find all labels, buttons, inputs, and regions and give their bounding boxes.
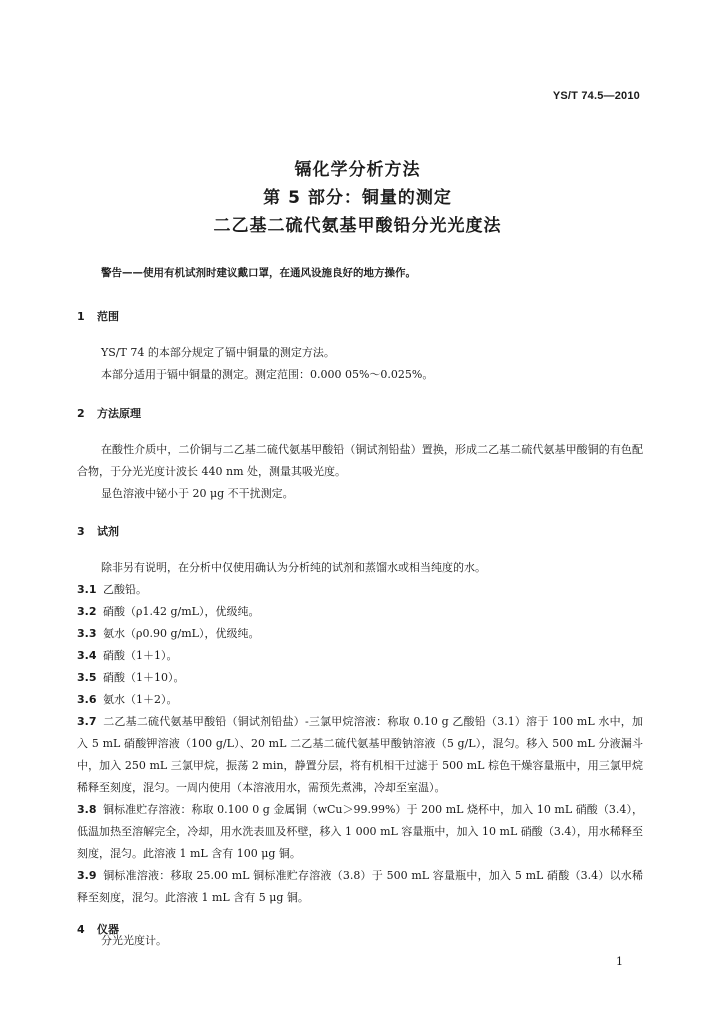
item-number: 3.5	[77, 671, 97, 684]
reagent-item	[77, 645, 643, 667]
title-line-2: 第 5 部分：铜量的测定	[263, 188, 452, 208]
reagent-item	[77, 689, 643, 711]
item-number: 3.2	[77, 605, 97, 618]
reagent-item	[77, 711, 643, 799]
section-title: 范围	[97, 310, 119, 323]
section-heading-scope	[77, 308, 119, 324]
section-number: 2	[77, 407, 85, 420]
item-text: 氨水（ρ0.90 g/mL），优级纯。	[103, 627, 260, 640]
reagents-intro: 除非另有说明，在分析中仅使用确认为分析纯的试剂和蒸馏水或相当纯度的水。	[101, 561, 486, 574]
reagent-item	[77, 601, 643, 623]
reagent-item	[77, 623, 643, 645]
item-text: 乙酸铅。	[103, 583, 147, 596]
reagent-item	[77, 667, 643, 689]
section-title: 仪器	[97, 923, 119, 936]
document-title	[0, 156, 715, 240]
reagent-item	[77, 865, 643, 909]
item-text: 铜标准溶液：移取 25.00 mL 铜标准贮存溶液（3.8）于 500 mL 容量瓶中，加入 5 mL 硝酸（3.4）以水稀释至刻度，混匀。此溶液 1 mL 含有 5 μg 铜。	[77, 869, 643, 904]
apparatus-paragraph: 分光光度计。	[101, 934, 167, 947]
section-title: 方法原理	[97, 407, 141, 420]
section-number: 1	[77, 310, 85, 323]
standard-code: YS/T 74.5—2010	[552, 90, 640, 102]
reagent-item	[77, 579, 643, 601]
section-heading-principle	[77, 405, 141, 421]
principle-paragraph-1: 在酸性介质中，二价铜与二乙基二硫代氨基甲酸铅（铜试剂铅盐）置换，形成二乙基二硫代氨基甲酸铜的有色配合物，于分光光度计波长 440 nm 处，测量其吸光度。	[77, 443, 643, 478]
reagent-item	[77, 799, 643, 865]
principle-paragraph-2: 显色溶液中铋小于 20 μg 不干扰测定。	[101, 487, 294, 500]
section-title: 试剂	[97, 525, 119, 538]
item-number: 3.4	[77, 649, 97, 662]
item-number: 3.9	[77, 869, 97, 882]
section-number: 4	[77, 923, 85, 936]
item-number: 3.7	[77, 715, 97, 728]
scope-paragraph-2: 本部分适用于镉中铜量的测定。测定范围：0.000 05%～0.025%。	[101, 368, 434, 381]
item-text: 硝酸（1＋10）。	[103, 671, 185, 684]
title-line-1: 镉化学分析方法	[294, 160, 421, 180]
item-number: 3.8	[77, 803, 97, 816]
page-number: 1	[616, 955, 623, 968]
item-number: 3.1	[77, 583, 97, 596]
item-text: 氨水（1＋2）。	[103, 693, 178, 706]
title-line-3: 二乙基二硫代氨基甲酸铅分光光度法	[213, 216, 502, 236]
item-number: 3.6	[77, 693, 97, 706]
item-text: 硝酸（1＋1）。	[103, 649, 178, 662]
scope-paragraph-1: YS/T 74 的本部分规定了镉中铜量的测定方法。	[101, 346, 335, 359]
item-text: 硝酸（ρ1.42 g/mL），优级纯。	[103, 605, 260, 618]
item-number: 3.3	[77, 627, 97, 640]
section-heading-reagents	[77, 523, 119, 539]
section-number: 3	[77, 525, 85, 538]
item-text: 二乙基二硫代氨基甲酸铅（铜试剂铅盐）-三氯甲烷溶液：称取 0.10 g 乙酸铅（3.1）溶于 100 mL 水中，加入 5 mL 硝酸钾溶液（100 g/L）、20 mL 二乙基二硫代氨基甲酸钠溶液（5 g/L），混匀。移入 500 mL 分液漏斗中，加入 250 mL 三氯甲烷，振荡 2 min，静置分层，将有机相干过滤于 500 mL 棕色干燥容量瓶中，用三氯甲烷稀释至刻度，混匀。一周内使用（本溶液用水，需预先煮沸，冷却至室温）。	[77, 715, 643, 794]
item-text: 铜标准贮存溶液：称取 0.100 0 g 金属铜（wCu＞99.99%）于 200 mL 烧杯中，加入 10 mL 硝酸（3.4），低温加热至溶解完全，冷却，用水洗表皿及杯壁，移入 1 000 mL 容量瓶中，加入 10 mL 硝酸（3.4），用水稀释至刻度，混匀。此溶液 1 mL 含有 100 μg 铜。	[77, 803, 643, 860]
warning-note: 警告——使用有机试剂时建议戴口罩，在通风设施良好的地方操作。	[101, 267, 416, 279]
